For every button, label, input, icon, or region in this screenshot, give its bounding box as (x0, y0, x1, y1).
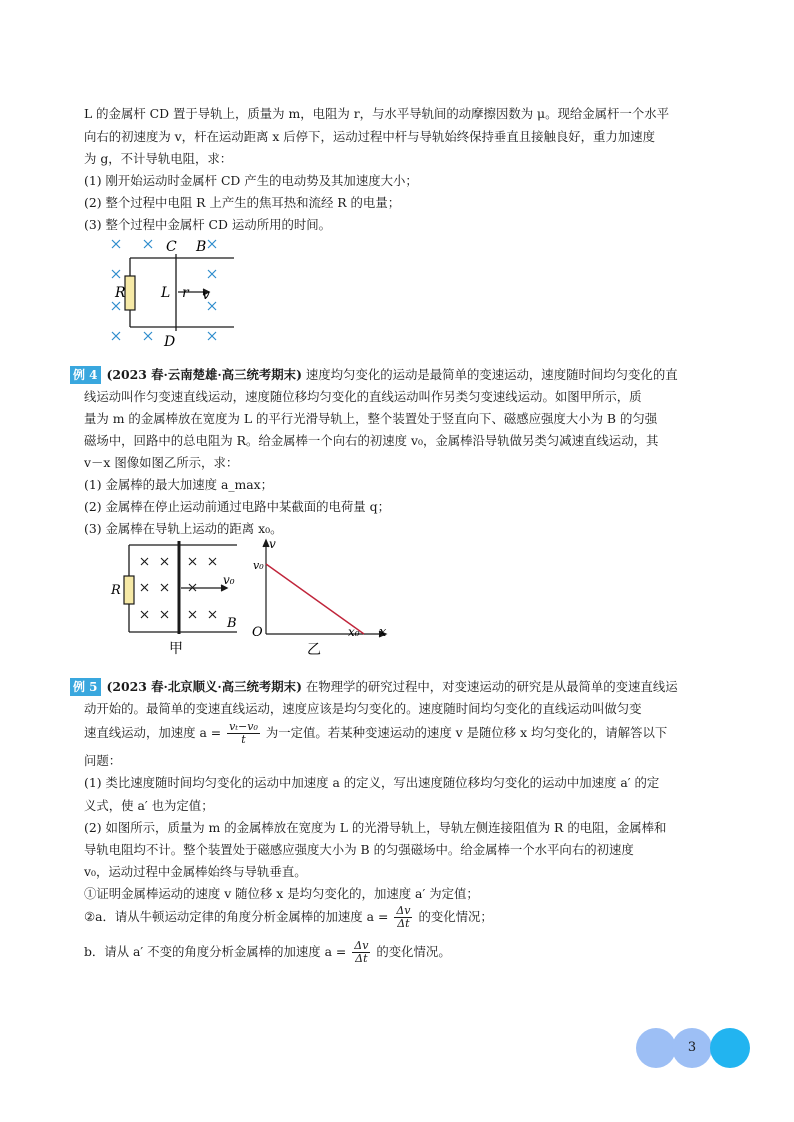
p5-line-1: 在物理学的研究过程中，对变速运动的研究是从最简单的变速直线运 (305, 679, 678, 694)
dv-dt-den-1: Δt (397, 917, 410, 930)
p5-q2-sub-2-post: 的变化情况； (418, 909, 493, 924)
axes (263, 540, 386, 637)
axis-label-x: x (379, 625, 387, 640)
p3-question-1: (1) 刚开始运动时金属杆 CD 产生的电动势及其加速度大小； (84, 173, 418, 188)
p3-intro-line-1: L 的金属杆 CD 置于导轨上，质量为 m，电阻为 r，与水平导轨间的动摩擦因数为 μ。现给金属杆一个水平 (84, 106, 670, 121)
p4-line-3: 量为 m 的金属棒放在宽度为 L 的平行光滑导轨上，整个装置处于竖直向下、磁感应强度大小为 B 的匀强 (84, 411, 658, 426)
p5-first-line (70, 676, 678, 698)
series-line-v-x (266, 564, 364, 634)
p4-line-1: 速度均匀变化的运动是最简单的变速运动，速度随时间均匀变化的直 (305, 367, 678, 382)
p5-q2-sub-3 (84, 937, 451, 967)
label-B-jia: B (227, 616, 237, 631)
dv-dt-num-1: Δv (396, 904, 411, 917)
p5-q2-line-1: (2) 如图所示，质量为 m 的金属棒放在宽度为 L 的光滑导轨上，导轨左侧连接阻值为 R 的电阻，金属棒和 (84, 820, 667, 835)
page-badge-right-circle (710, 1028, 750, 1068)
p3-question-3: (3) 整个过程中金属杆 CD 运动所用的时间。 (84, 217, 332, 232)
p3-intro-line-2: 向右的初速度为 v，杆在运动距离 x 后停下，运动过程中杆与导轨始终保持垂直且接触良好，重力加速度 (84, 129, 655, 144)
example-5-tag: 例 5 (70, 678, 101, 696)
p5-q1-line-1: (1) 类比速度随时间均匀变化的运动中加速度 a 的定义，写出速度随位移均匀变化的运动中加速度 a′ 的定 (84, 775, 660, 790)
label-B: B (196, 239, 207, 255)
p4-question-3: (3) 金属棒在导轨上运动的距离 x₀。 (84, 521, 283, 536)
caption-yi: 乙 (307, 642, 321, 658)
p5-source: (2023 春·北京顺义·高三统考期末) (106, 679, 302, 694)
p5-line-2: 动开始的。最简单的变速直线运动，速度应该是均匀变化的。速度随时间均匀变化的直线运动叫做匀变 (84, 701, 642, 716)
p3-circuit-figure (104, 234, 234, 348)
tick-label-x0: x₀ (348, 625, 360, 639)
p4-line-5: v－x 图像如图乙所示，求： (84, 455, 239, 470)
accel-fraction-num: vₜ−v₀ (229, 720, 258, 733)
label-R-jia: R (111, 583, 121, 598)
p4-first-line (70, 364, 678, 386)
page-number: 3 (687, 1040, 697, 1055)
label-D: D (164, 334, 176, 348)
accel-fraction-den: t (241, 733, 246, 746)
p5-line-3-post: 为一定值。若某种变速运动的速度 v 是随位移 x 均匀变化的，请解答以下 (265, 725, 668, 740)
p4-figure-jia (105, 538, 245, 656)
label-v: v (202, 287, 210, 303)
p5-line-3-pre: 速直线运动，加速度 a = (84, 725, 222, 740)
p5-q2-sub-3-post: 的变化情况。 (376, 944, 451, 959)
p5-q2-sub-3-pre: b．请从 a′ 不变的角度分析金属棒的加速度 a = (84, 944, 347, 959)
p4-question-2: (2) 金属棒在停止运动前通过电路中某截面的电荷量 q； (84, 499, 390, 514)
tick-label-v0: v₀ (253, 559, 264, 572)
p5-line-3 (84, 718, 667, 748)
accel-fraction (227, 721, 260, 746)
p5-q1-line-2: 义式，使 a′ 也为定值； (84, 798, 214, 813)
resistor-jia (124, 576, 134, 604)
p5-line-4: 问题： (84, 753, 122, 768)
caption-jia: 甲 (169, 641, 183, 656)
resistor (125, 276, 135, 310)
page-badge-left-circle (636, 1028, 676, 1068)
p4-line-4: 磁场中，回路中的总电阻为 R。给金属棒一个向右的初速度 v₀，金属棒沿导轨做另类匀减速直线运动，其 (84, 433, 659, 448)
p4-source: (2023 春·云南楚雄·高三统考期末) (106, 367, 302, 382)
p5-q2-sub-2-pre: ②a．请从牛顿运动定律的角度分析金属棒的加速度 a = (84, 909, 389, 924)
p5-q2-sub-2 (84, 902, 493, 932)
dv-dt-num-2: Δv (354, 939, 369, 952)
p5-q2-line-2: 导轨电阻均不计。整个装置处于磁感应强度大小为 B 的匀强磁场中。给金属棒一个水平向右的初速度 (84, 842, 634, 857)
dv-dt-fraction-1 (394, 905, 412, 930)
origin-label: O (252, 625, 263, 640)
p4-line-2: 线运动叫作匀变速直线运动，速度随位移均匀变化的直线运动叫作另类匀变速线运动。如图甲所示，质 (84, 389, 642, 404)
label-v0-jia: v₀ (223, 573, 235, 587)
p5-q2-line-3: v₀，运动过程中金属棒始终与导轨垂直。 (84, 864, 307, 879)
p5-q2-sub-1: ①证明金属棒运动的速度 v 随位移 x 是均匀变化的，加速度 a′ 为定值； (84, 886, 479, 901)
dv-dt-den-2: Δt (355, 952, 368, 965)
label-r: r (182, 285, 189, 301)
p4-question-1: (1) 金属棒的最大加速度 a_max； (84, 477, 274, 492)
p3-question-2: (2) 整个过程中电阻 R 上产生的焦耳热和流经 R 的电量； (84, 195, 401, 210)
example-4-tag: 例 4 (70, 366, 101, 384)
label-L: L (161, 285, 171, 301)
axis-label-v: v (269, 537, 276, 551)
label-C: C (166, 239, 177, 255)
dv-dt-fraction-2 (352, 940, 370, 965)
p4-figure-yi (248, 534, 398, 658)
p3-intro-line-3: 为 g，不计导轨电阻，求： (84, 151, 233, 166)
label-R: R (115, 285, 126, 301)
